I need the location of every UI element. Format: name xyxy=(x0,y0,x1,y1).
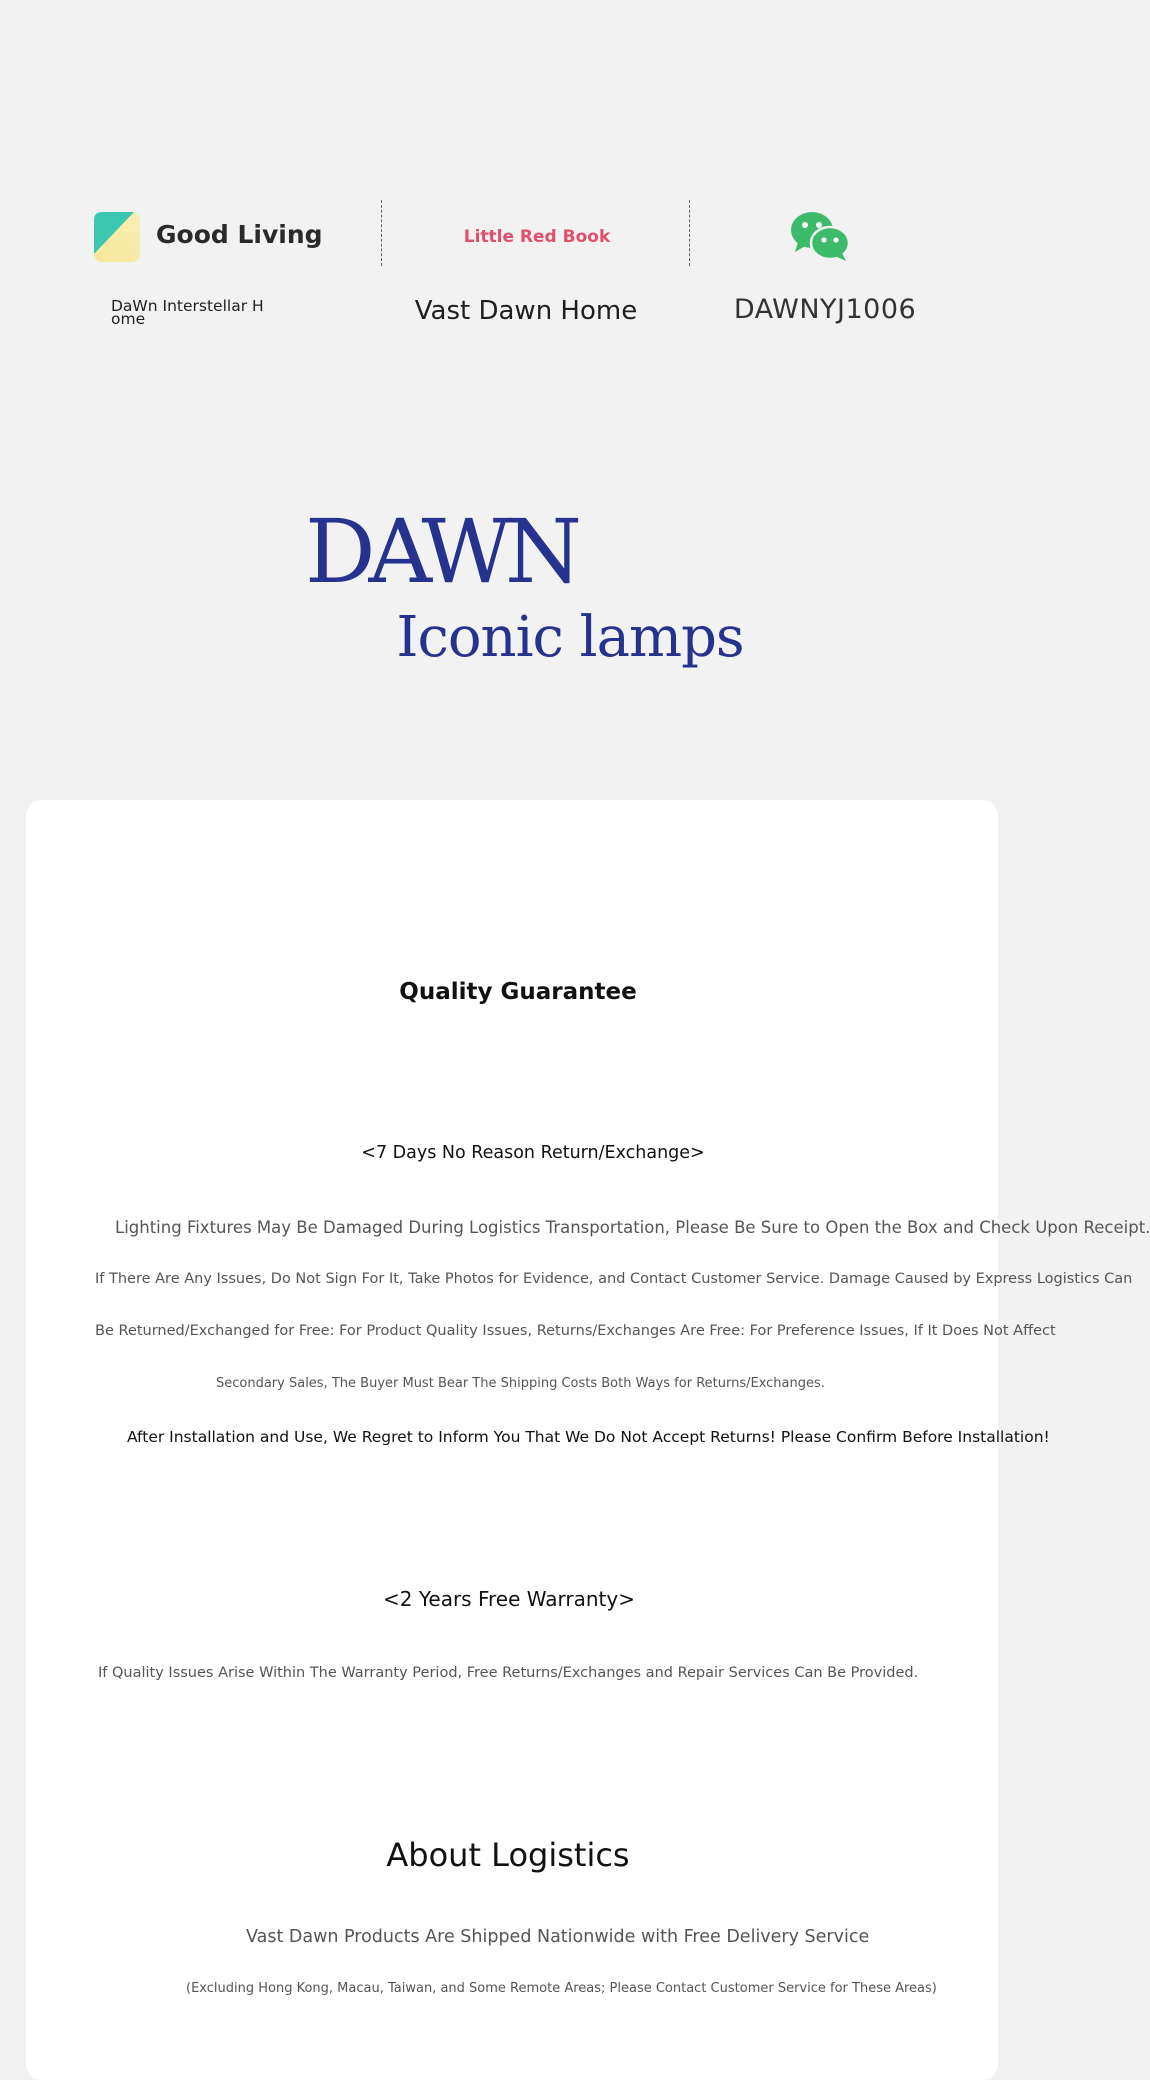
return-policy-title: <7 Days No Reason Return/Exchange> xyxy=(361,1143,705,1163)
logistics-title: About Logistics xyxy=(386,1836,630,1874)
return-policy-line: Secondary Sales, The Buyer Must Bear The Shipping Costs Both Ways for Returns/Exchanges. xyxy=(216,1376,825,1391)
warranty-title: <2 Years Free Warranty> xyxy=(383,1587,635,1611)
return-policy-line: Lighting Fixtures May Be Damaged During Logistics Transportation, Please Be Sure to Open the Box and Check Upon Receipt. xyxy=(115,1218,1150,1237)
little-red-book-platform-name: Little Red Book xyxy=(463,227,611,247)
wechat-account-id: DAWNYJ1006 xyxy=(733,294,917,325)
brand-logo-name: DAWN xyxy=(305,500,575,603)
warranty-description: If Quality Issues Arise Within The Warranty Period, Free Returns/Exchanges and Repair Services Can Be Provided. xyxy=(98,1665,919,1681)
logistics-description: Vast Dawn Products Are Shipped Nationwide with Free Delivery Service xyxy=(246,1927,870,1947)
quality-guarantee-title: Quality Guarantee xyxy=(399,979,637,1005)
good-living-app-icon xyxy=(94,212,140,262)
good-living-account-name: DaWn Interstellar Home xyxy=(111,297,264,328)
header-divider-right xyxy=(689,200,690,266)
wechat-icon xyxy=(790,210,852,262)
brand-tagline: Iconic lamps xyxy=(396,605,744,670)
logistics-exclusion-note: (Excluding Hong Kong, Macau, Taiwan, and Some Remote Areas; Please Contact Customer Service for These Areas) xyxy=(186,1981,937,1996)
return-policy-line: Be Returned/Exchanged for Free: For Product Quality Issues, Returns/Exchanges Are Free: For Preference Issues, If It Does Not Affect xyxy=(95,1323,1056,1339)
good-living-platform-name: Good Living xyxy=(156,220,323,249)
little-red-book-account-name: Vast Dawn Home xyxy=(414,296,638,326)
return-policy-line: If There Are Any Issues, Do Not Sign For It, Take Photos for Evidence, and Contact Customer Service. Damage Caused by Express Logistics Can xyxy=(95,1271,1133,1287)
installation-return-warning: After Installation and Use, We Regret to Inform You That We Do Not Accept Returns! Please Confirm Before Installation! xyxy=(127,1428,1050,1446)
header-divider-left xyxy=(381,200,382,266)
